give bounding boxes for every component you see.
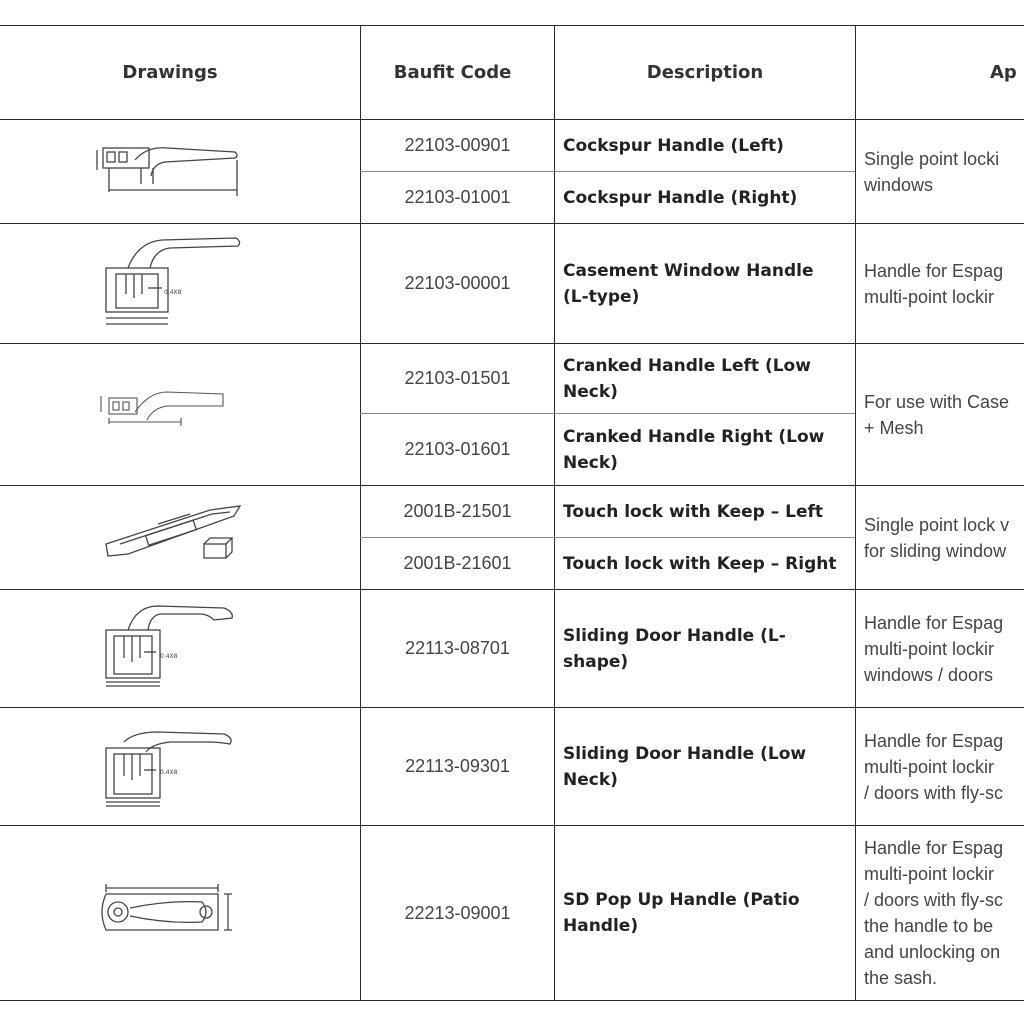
description-cell: Touch lock with Keep – Right bbox=[563, 553, 837, 574]
code-cell: 2001B-21501 bbox=[403, 501, 512, 521]
header-description: Description bbox=[646, 61, 764, 83]
application-cell: Single point lock v for sliding window bbox=[864, 514, 1010, 561]
description-cell: Sliding Door Handle (L-shape) bbox=[563, 625, 786, 672]
description-cell: Cranked Handle Left (Low Neck) bbox=[563, 355, 811, 402]
header-code: Baufit Code bbox=[393, 61, 512, 83]
application-cell: Handle for Espag multi-point lockir bbox=[864, 260, 1004, 307]
application-cell: Handle for Espag multi-point lockir / doors with fly-sc bbox=[864, 730, 1004, 803]
code-cell: 22103-00001 bbox=[404, 273, 511, 293]
code-cell: 2001B-21601 bbox=[403, 553, 512, 573]
code-cell: 22113-09301 bbox=[405, 756, 510, 776]
description-cell: Touch lock with Keep – Left bbox=[563, 501, 824, 522]
grid-line bbox=[855, 25, 856, 1000]
application-cell: Handle for Espag multi-point lockir / doors with fly-sc the handle to be and unlocking on the sash. bbox=[864, 838, 1004, 988]
header-drawings: Drawings bbox=[122, 61, 218, 83]
svg-text:0.4X8: 0.4X8 bbox=[164, 289, 182, 296]
grid-line bbox=[0, 1000, 1024, 1001]
sliding-door-handle-lowneck-drawing bbox=[0, 708, 360, 825]
svg-text:0.4X8: 0.4X8 bbox=[160, 769, 178, 776]
code-cell: 22103-01501 bbox=[404, 368, 511, 388]
description-cell: Cockspur Handle (Right) bbox=[563, 187, 798, 208]
sliding-door-handle-lshape-drawing bbox=[0, 590, 360, 707]
code-cell: 22103-01001 bbox=[404, 187, 511, 207]
application-cell: Handle for Espag multi-point lockir windows / doors bbox=[864, 612, 1004, 685]
cockspur-handle-drawing bbox=[0, 120, 360, 223]
casement-handle-drawing bbox=[0, 224, 360, 343]
application-cell: For use with Case + Mesh bbox=[864, 391, 1010, 438]
touch-lock-drawing bbox=[0, 486, 360, 589]
svg-text:0.4X8: 0.4X8 bbox=[160, 653, 178, 660]
description-cell: Cockspur Handle (Left) bbox=[563, 135, 784, 156]
code-cell: 22103-01601 bbox=[404, 439, 511, 459]
description-cell: Casement Window Handle (L-type) bbox=[563, 260, 814, 307]
pop-up-handle-drawing bbox=[0, 826, 360, 1000]
code-cell: 22113-08701 bbox=[405, 638, 510, 658]
header-application: Ap bbox=[990, 61, 1017, 83]
description-cell: SD Pop Up Handle (Patio Handle) bbox=[563, 890, 800, 936]
description-cell: Sliding Door Handle (Low Neck) bbox=[563, 743, 807, 790]
application-cell: Single point locki windows bbox=[864, 148, 1000, 195]
code-cell: 22213-09001 bbox=[404, 902, 511, 923]
cranked-handle-drawing bbox=[0, 344, 360, 485]
code-cell: 22103-00901 bbox=[404, 135, 511, 155]
description-cell: Cranked Handle Right (Low Neck) bbox=[563, 426, 825, 473]
